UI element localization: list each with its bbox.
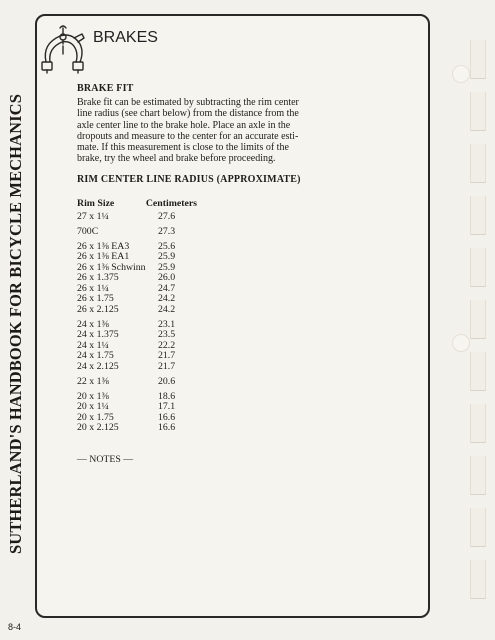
centimeters-cell: 26.0 bbox=[158, 272, 176, 283]
table-body bbox=[77, 212, 197, 434]
index-tab bbox=[470, 456, 486, 495]
notes-label: — NOTES — bbox=[77, 454, 134, 465]
centimeters-cell: 18.6 bbox=[158, 390, 176, 402]
paragraph-line: axle center line to the brake hole. Place an axle in the bbox=[77, 119, 291, 131]
binder-hole bbox=[452, 334, 470, 352]
centimeters-cell: 25.9 bbox=[158, 251, 176, 262]
table-row bbox=[77, 330, 197, 341]
rim-size-cell: 26 x 1.375 bbox=[77, 272, 119, 283]
index-tab bbox=[470, 196, 486, 235]
index-tab bbox=[470, 560, 486, 599]
table-header-row bbox=[77, 199, 197, 210]
table-row bbox=[77, 273, 197, 284]
rim-table-heading: RIM CENTER LINE RADIUS (APPROXIMATE) bbox=[77, 174, 301, 185]
index-tabs bbox=[440, 0, 495, 640]
rim-size-cell: 26 x 1⅜ EA1 bbox=[77, 251, 130, 262]
rim-size-cell: 26 x 1⅜ EA3 bbox=[77, 240, 130, 252]
table-row bbox=[77, 294, 197, 305]
centimeters-cell: 24.2 bbox=[158, 293, 176, 304]
centimeters-cell: 24.2 bbox=[158, 303, 176, 315]
caliper-brake-icon bbox=[38, 22, 88, 76]
rim-size-cell: 24 x 1.75 bbox=[77, 350, 114, 361]
index-tab bbox=[470, 352, 486, 391]
rim-size-cell: 24 x 1¼ bbox=[77, 339, 109, 351]
rim-size-cell: 20 x 1¼ bbox=[77, 401, 109, 412]
rim-size-cell: 20 x 2.125 bbox=[77, 422, 119, 433]
centimeters-cell: 23.5 bbox=[158, 329, 176, 340]
centimeters-cell: 27.6 bbox=[158, 210, 176, 222]
rim-size-cell: 26 x 1⅜ Schwinn bbox=[77, 261, 146, 273]
spine-title bbox=[2, 88, 30, 560]
table-row bbox=[77, 362, 197, 373]
table-row bbox=[77, 212, 197, 223]
centimeters-cell: 24.7 bbox=[158, 282, 176, 294]
paragraph-line: line radius (see chart below) from the distance from the bbox=[77, 108, 299, 120]
centimeters-cell: 23.1 bbox=[158, 318, 176, 330]
index-tab bbox=[470, 92, 486, 131]
paragraph-line: Brake fit can be estimated by subtracting the rim center bbox=[77, 97, 299, 108]
column-header-rim-size: Rim Size bbox=[77, 198, 115, 209]
table-row bbox=[77, 351, 197, 362]
rim-size-cell: 20 x 1⅜ bbox=[77, 390, 109, 402]
table-row bbox=[77, 423, 197, 434]
paragraph-line: brake, try the wheel and brake before proceeding. bbox=[77, 153, 276, 165]
spine-title-text: SUTHERLAND'S HANDBOOK FOR BICYCLE MECHANICS bbox=[6, 94, 26, 554]
table-row bbox=[77, 252, 197, 263]
rim-size-cell: 700C bbox=[77, 225, 99, 237]
centimeters-cell: 20.6 bbox=[158, 375, 176, 387]
index-tab bbox=[470, 248, 486, 287]
paragraph-line: dropouts and measure to the center for an accurate esti- bbox=[77, 130, 299, 142]
index-tab bbox=[470, 40, 486, 79]
index-tab bbox=[470, 144, 486, 183]
paragraph-line: mate. If this measurement is close to the limits of the bbox=[77, 142, 289, 154]
table-row bbox=[77, 305, 197, 316]
rim-size-cell: 24 x 1⅜ bbox=[77, 318, 109, 330]
rim-size-cell: 22 x 1⅜ bbox=[77, 375, 109, 387]
centimeters-cell: 25.9 bbox=[158, 261, 176, 273]
rim-size-cell: 26 x 2.125 bbox=[77, 303, 119, 315]
centimeters-cell: 16.6 bbox=[158, 411, 176, 423]
rim-size-cell: 20 x 1.75 bbox=[77, 411, 114, 423]
table-row bbox=[77, 402, 197, 413]
rim-radius-table bbox=[77, 199, 197, 434]
rim-size-cell: 27 x 1¼ bbox=[77, 210, 109, 222]
rim-size-cell: 26 x 1.75 bbox=[77, 293, 114, 304]
index-tab bbox=[470, 404, 486, 443]
page-number: 8-4 bbox=[8, 622, 22, 632]
index-tab bbox=[470, 508, 486, 547]
centimeters-cell: 25.6 bbox=[158, 240, 176, 252]
table-row bbox=[77, 377, 197, 388]
binder-hole bbox=[452, 65, 470, 83]
centimeters-cell: 22.2 bbox=[158, 339, 176, 351]
centimeters-cell: 16.6 bbox=[158, 422, 176, 433]
index-tab bbox=[470, 300, 486, 339]
section-title: BRAKES bbox=[93, 29, 158, 46]
column-header-centimeters: Centimeters bbox=[145, 198, 197, 209]
centimeters-cell: 21.7 bbox=[158, 360, 176, 372]
rim-size-cell: 24 x 1.375 bbox=[77, 329, 119, 340]
rim-size-cell: 24 x 2.125 bbox=[77, 360, 119, 372]
brake-fit-paragraph bbox=[77, 97, 323, 165]
centimeters-cell: 27.3 bbox=[158, 225, 176, 237]
rim-size-cell: 26 x 1¼ bbox=[77, 282, 109, 294]
table-row bbox=[77, 227, 197, 238]
centimeters-cell: 17.1 bbox=[158, 401, 176, 412]
brake-fit-heading: BRAKE FIT bbox=[77, 83, 134, 94]
centimeters-cell: 21.7 bbox=[158, 350, 176, 361]
